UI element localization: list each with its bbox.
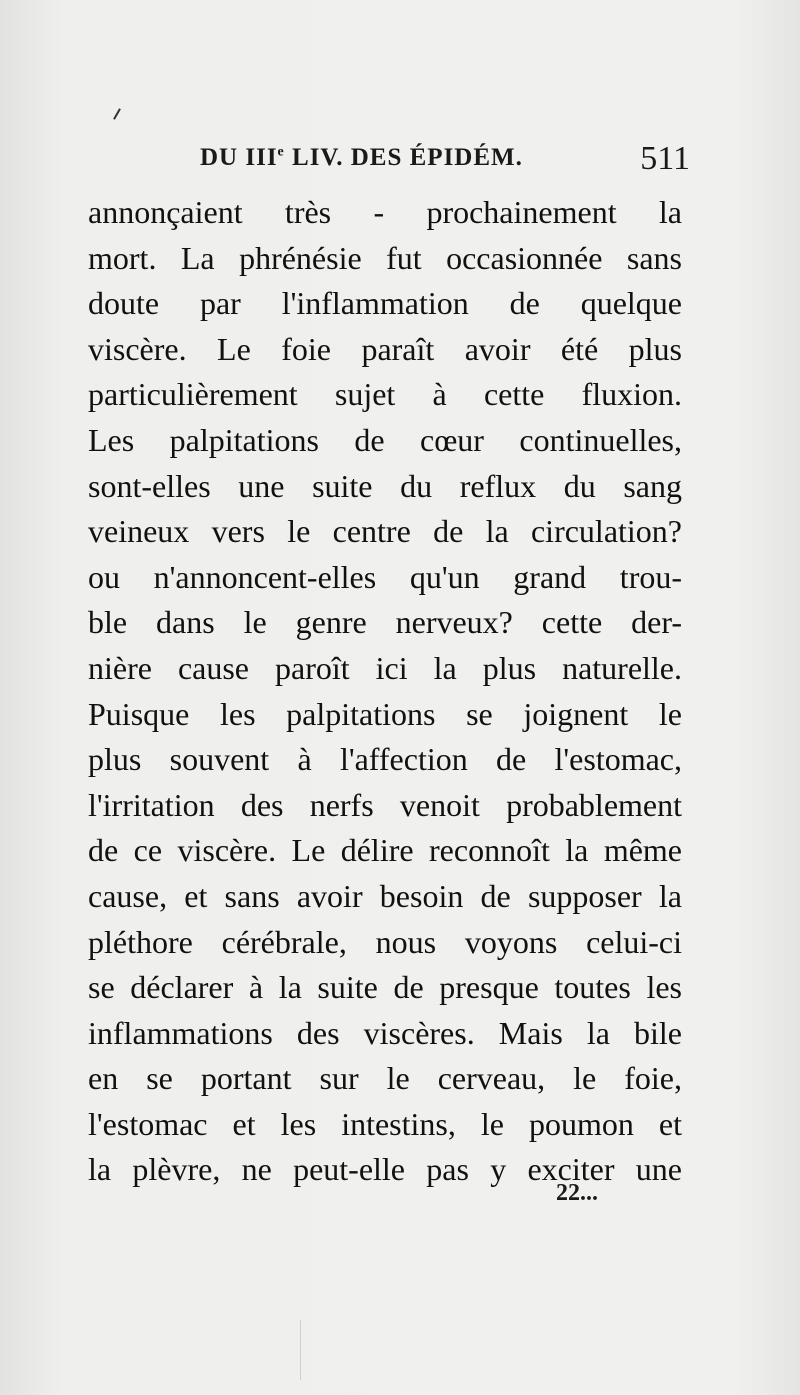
text-line: se déclarer à la suite de presque toutes les [88,969,682,1006]
text-line: doute par l'inflammation de quelque [88,285,682,322]
text-line: inflammations des viscères. Mais la bile [88,1014,682,1051]
body-text [88,190,682,1193]
text-line: la plèvre, ne peut-elle pas y exciter une [88,1151,682,1188]
text-line: Puisque les palpitations se joignent le [88,695,682,732]
ink-mark [113,108,121,119]
text-line: annonçaient très - prochainement la [88,194,682,230]
page-crease [300,1320,301,1380]
text-line: cause, et sans avoir besoin de supposer la [88,877,682,914]
text-line: viscère. Le foie paraît avoir été plus [88,330,682,367]
text-line: l'estomac et les intestins, le poumon et [88,1105,682,1142]
text-line: sont-elles une suite du reflux du sang [88,467,682,504]
text-line: ble dans le genre nerveux? cette der- [88,604,682,641]
text-line: en se portant sur le cerveau, le foie, [88,1060,682,1097]
text-line: ou n'annoncent-elles qu'un grand trou- [88,558,682,595]
page-number: 511 [640,140,690,177]
text-line: l'irritation des nerfs venoit probablement [88,786,682,823]
running-head-title: DU IIIe LIV. DES ÉPIDÉM. [200,144,523,171]
text-line: Les palpitations de cœur continuelles, [88,421,682,458]
text-line: pléthore cérébrale, nous voyons celui-ci [88,923,682,960]
text-line: de ce viscère. Le délire reconnoît la même [88,832,682,869]
catchword: 22... [556,1180,598,1206]
text-line: nière cause paroît ici la plus naturelle. [88,649,682,686]
running-head [200,140,690,180]
text-line: plus souvent à l'affection de l'estomac, [88,741,682,778]
text-line: veineux vers le centre de la circulation? [88,513,682,550]
text-line: particulièrement sujet à cette fluxion. [88,376,682,413]
text-line: mort. La phrénésie fut occasionnée sans [88,239,682,276]
